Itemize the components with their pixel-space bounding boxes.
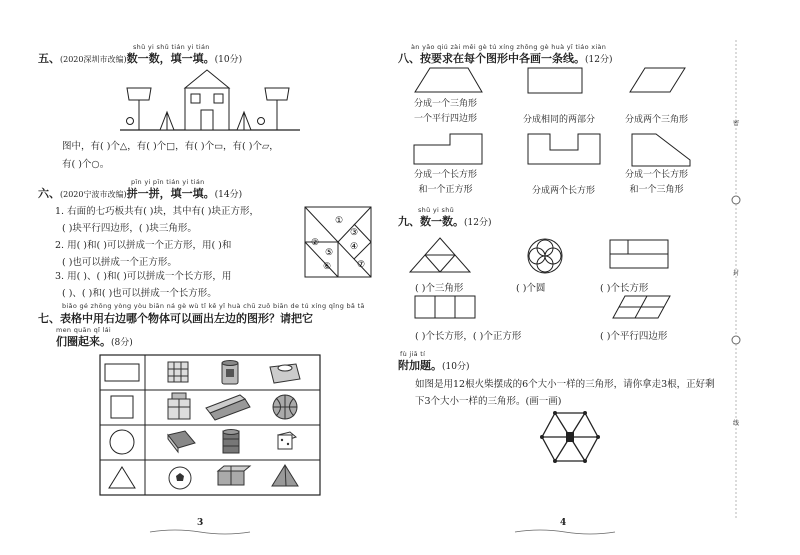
table-circle-shape xyxy=(110,430,134,454)
s5-heading xyxy=(38,50,242,66)
house-scene-figure xyxy=(115,66,305,136)
page-number-4: 4 xyxy=(560,518,567,528)
page-number-3: 3 xyxy=(197,518,204,528)
s5-source: (2020深圳市改编) xyxy=(60,55,127,64)
s8-label-6-text: 分成一个长方形 和一个三角形 xyxy=(625,170,689,195)
bonus-title: 附加题。 xyxy=(398,359,442,372)
s6-q3b: ( )、( )和( )也可以拼成一个长方形。 xyxy=(62,288,217,299)
matchstick-hexagon-figure xyxy=(540,410,600,464)
s6-q2b: ( )也可以拼成一个正方形。 xyxy=(62,257,177,268)
tissue-box-icon xyxy=(270,364,300,383)
tangram-label-2: ② xyxy=(311,238,320,248)
tangram-label-7: ⑦ xyxy=(357,260,366,270)
s8-title: 按要求在每个图形中各画一条线。 xyxy=(420,52,585,65)
tangram-label-3: ③ xyxy=(350,228,359,238)
s5-pinyin: shǔ yi shǔ tián yi tián xyxy=(133,43,210,51)
rectangle-shape xyxy=(528,68,582,93)
margin-mark-1: 密 xyxy=(733,120,740,127)
tangram-label-6: ⑥ xyxy=(323,262,332,272)
s6-heading xyxy=(38,185,242,201)
rectangle-count-figure xyxy=(610,240,668,268)
s5-number: 五、 xyxy=(38,52,60,65)
s8-label-4 xyxy=(414,168,477,198)
s8-label-2: 分成相同的两部分 xyxy=(523,115,596,125)
cube-puzzle-icon xyxy=(168,362,188,382)
circle-count-figure xyxy=(528,239,562,273)
s5-title: 数一数，填一填。 xyxy=(126,52,215,65)
s8-label-5: 分成两个长方形 xyxy=(532,186,596,196)
bonus-points: (10分) xyxy=(442,362,470,372)
s6-q1b: ( )块平行四边形，( )块三角形。 xyxy=(62,223,197,234)
margin-mark-2: 封 xyxy=(733,270,740,277)
l-shape-1 xyxy=(414,134,482,164)
can-icon xyxy=(222,361,238,385)
page-ornament-left xyxy=(150,528,250,536)
s9-answer-circles: ( )个圆 xyxy=(516,283,546,294)
football-icon xyxy=(169,467,191,489)
parallelogram-count-figure xyxy=(613,296,670,318)
s7-title-2: 们圈起来。 xyxy=(56,335,111,348)
s7-points: (8分) xyxy=(111,338,133,348)
s8-number: 八、 xyxy=(398,52,420,65)
s6-q1a: 1. 右面的七巧板共有( )块，其中有( )块正方形， xyxy=(55,206,259,217)
page-ornament-right xyxy=(515,528,615,536)
s7-pinyin-2: men quān qǐ lái xyxy=(56,326,112,334)
s6-pinyin: pīn yi pīn tián yi tián xyxy=(131,178,205,186)
margin-mark-3: 线 xyxy=(733,420,740,427)
objects-table xyxy=(100,355,320,495)
tangram-label-5: ⑤ xyxy=(325,248,334,258)
bonus-pinyin: fù jiā tí xyxy=(400,350,426,358)
s8-points: (12分) xyxy=(585,55,613,65)
s8-label-3: 分成两个三角形 xyxy=(625,115,689,125)
right-trapezoid-shape xyxy=(632,134,690,166)
tangram-label-4: ④ xyxy=(350,242,359,252)
s5-line2: 有( )个○。 xyxy=(62,159,110,170)
bonus-line2: 下3个大小一样的三角形。(画一画) xyxy=(415,396,562,407)
s8-pinyin: àn yāo qiú zài měi gè tú xíng zhōng gè huà yī tiáo xiàn xyxy=(411,43,607,51)
s9-number: 九、 xyxy=(398,215,420,228)
s5-line1: 图中，有( )个△，有( )个□，有( )个▭，有( )个▱， xyxy=(62,141,279,152)
rectangle-square-count-figure xyxy=(415,296,475,318)
s7-heading-line2 xyxy=(56,333,133,349)
s9-answer-rect-square: ( )个长方形，( )个正方形 xyxy=(415,331,522,342)
s9-answer-rectangles: ( )个长方形 xyxy=(600,283,649,294)
s9-pinyin: shǔ yi shǔ xyxy=(418,206,455,214)
s9-answer-triangles: ( )个三角形 xyxy=(415,283,464,294)
basketball-icon xyxy=(273,395,297,419)
bonus-line1: 如图是用12根火柴摆成的6个大小一样的三角形，请你拿走3根，正好剩 xyxy=(415,379,715,390)
parallelogram-shape xyxy=(630,68,685,92)
s8-label-1-text: 分成一个三角形 一个平行四边形 xyxy=(414,99,478,124)
l-shape-2 xyxy=(528,134,600,164)
s6-q3a: 3. 用( )、( )和( )可以拼成一个长方形，用 xyxy=(55,271,232,282)
s7-number: 七、 xyxy=(38,312,60,325)
table-rectangle-shape xyxy=(105,364,139,381)
trapezoid-shape xyxy=(415,68,482,92)
tangram-figure xyxy=(305,207,371,277)
s7-pinyin-1: biǎo gé zhōng yòng yòu biān ná gè wù tǐ kě yǐ huà chū zuǒ biān de tú xíng qǐng bǎ tā xyxy=(62,302,365,310)
triangle-count-figure xyxy=(410,238,470,272)
s6-q2a: 2. 用( )和( )可以拼成一个正方形，用( )和 xyxy=(55,240,232,251)
s6-source: (2020宁波市改编) xyxy=(60,190,127,199)
s5-points: (10分) xyxy=(214,55,243,65)
s8-label-1 xyxy=(414,97,477,127)
s7-heading-line1 xyxy=(38,310,313,326)
tangram-label-1: ① xyxy=(335,216,344,226)
s9-points: (12分) xyxy=(464,218,492,228)
s9-title: 数一数。 xyxy=(420,215,464,228)
s9-heading xyxy=(398,213,491,229)
s9-answer-parallelograms: ( )个平行四边形 xyxy=(600,331,668,342)
s8-label-4-text: 分成一个长方形 和一个正方形 xyxy=(414,170,478,195)
bonus-heading xyxy=(398,357,469,373)
barrel-icon xyxy=(223,430,239,454)
s6-title: 拼一拼，填一填。 xyxy=(126,187,215,200)
s6-number: 六、 xyxy=(38,187,60,200)
s8-label-6 xyxy=(625,168,688,198)
table-square-shape xyxy=(111,396,133,418)
s6-points: (14分) xyxy=(214,190,243,200)
s7-title-1: 表格中用右边哪个物体可以画出左边的图形？请把它 xyxy=(60,312,313,325)
binding-margin xyxy=(728,40,744,520)
